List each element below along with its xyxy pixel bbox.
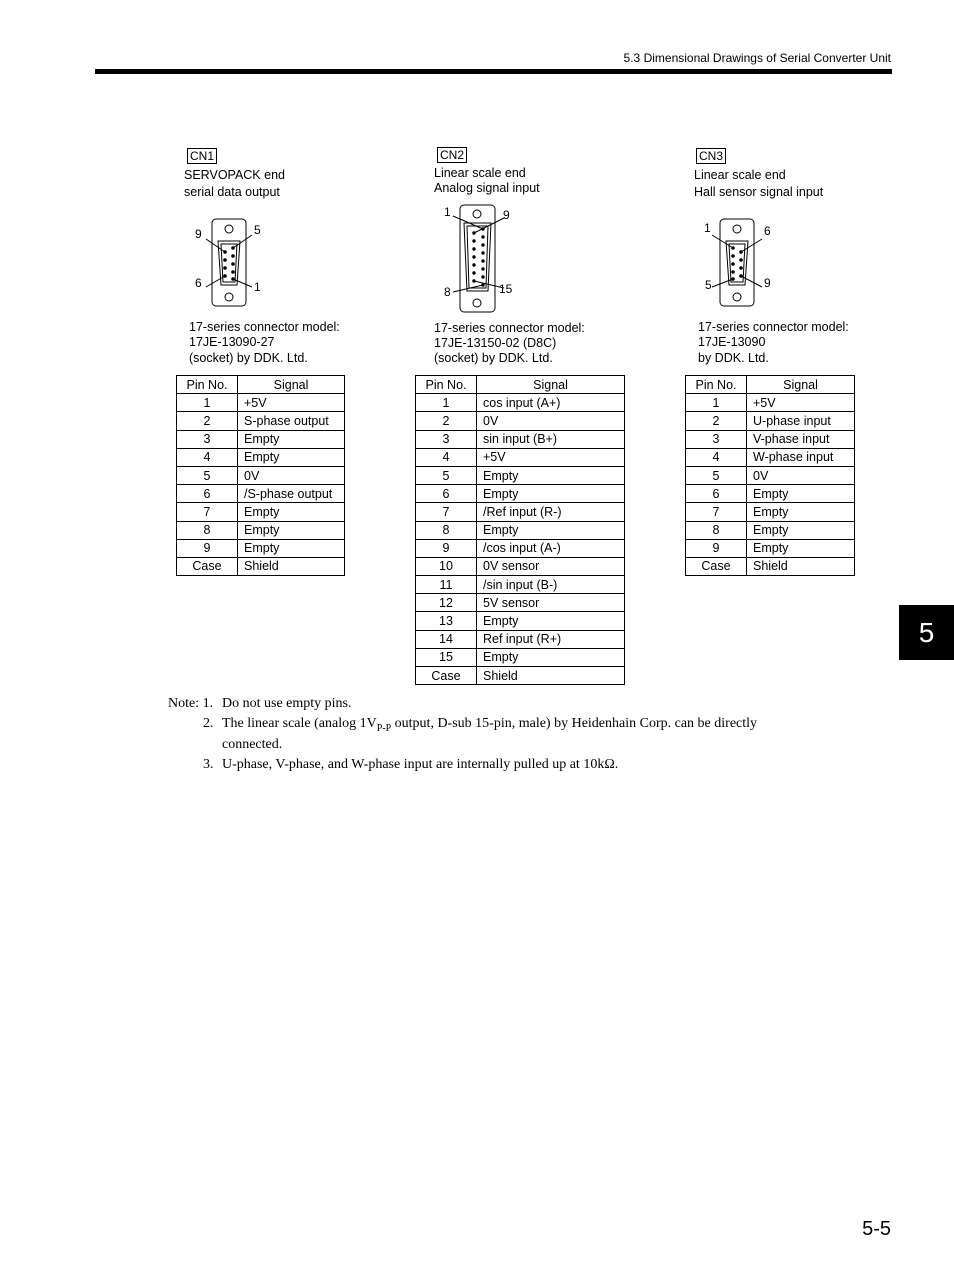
- table-row: [686, 430, 855, 448]
- header-cell: Pin No.: [177, 376, 238, 394]
- pin-cell: 6: [177, 485, 238, 503]
- table-row: [416, 521, 625, 539]
- cn1-desc-line2: serial data output: [184, 185, 280, 199]
- cn2-pin-table: [415, 375, 625, 685]
- pin-cell: 2: [686, 412, 747, 430]
- cn2-desc-line2: Analog signal input: [434, 181, 540, 195]
- note-2-part-b: output, D-sub 15-pin, male) by Heidenhain Corp. can be directly: [391, 716, 758, 731]
- cn1-label: CN1: [187, 148, 217, 164]
- pin-cell: 4: [416, 448, 477, 466]
- signal-cell: Empty: [238, 430, 345, 448]
- signal-cell: Empty: [477, 612, 625, 630]
- page-number: 5-5: [862, 1218, 891, 1240]
- pin-cell: 14: [416, 630, 477, 648]
- table-row: [416, 594, 625, 612]
- signal-cell: Empty: [477, 521, 625, 539]
- cn2-pin-label: 15: [499, 282, 513, 296]
- pin-cell: Case: [686, 557, 747, 575]
- cn1-desc-line1: SERVOPACK end: [184, 168, 285, 182]
- table-row: [686, 557, 855, 575]
- table-row: [416, 630, 625, 648]
- cn1-pin-label: 5: [254, 223, 261, 237]
- pin-cell: 1: [177, 394, 238, 412]
- cn1-pin-label: 9: [195, 227, 202, 241]
- pin-cell: 2: [177, 412, 238, 430]
- pin-cell: 12: [416, 594, 477, 612]
- signal-cell: 0V: [747, 466, 855, 484]
- pin-cell: 11: [416, 576, 477, 594]
- table-row: [686, 412, 855, 430]
- cn3-pin-table: [685, 375, 855, 576]
- pin-cell: 4: [177, 448, 238, 466]
- cn1-pin-label: 1: [254, 280, 261, 294]
- table-row: [416, 394, 625, 412]
- note-2: [222, 716, 757, 734]
- note-3: U-phase, V-phase, and W-phase input are internally pulled up at 10kΩ.: [222, 757, 619, 772]
- note-2-number: 2.: [203, 716, 214, 731]
- signal-cell: W-phase input: [747, 448, 855, 466]
- pin-cell: 1: [686, 394, 747, 412]
- pin-cell: 4: [686, 448, 747, 466]
- table-row: [177, 539, 345, 557]
- cn2-pin-label: 9: [503, 208, 510, 222]
- section-header: 5.3 Dimensional Drawings of Serial Converter Unit: [623, 51, 891, 65]
- header-cell: Pin No.: [416, 376, 477, 394]
- pin-cell: 8: [686, 521, 747, 539]
- table-row: [686, 503, 855, 521]
- signal-cell: 0V: [238, 466, 345, 484]
- signal-cell: cos input (A+): [477, 394, 625, 412]
- table-row: [177, 412, 345, 430]
- cn3-pin-label: 9: [764, 276, 771, 290]
- chapter-tab: 5: [899, 605, 954, 660]
- table-row: [416, 485, 625, 503]
- cn1-pin-label: 6: [195, 276, 202, 290]
- signal-cell: Shield: [477, 667, 625, 685]
- pin-cell: 8: [416, 521, 477, 539]
- cn3-label: CN3: [696, 148, 726, 164]
- table-row: [177, 557, 345, 575]
- table-row: [686, 539, 855, 557]
- cn1-pin-table: [176, 375, 345, 576]
- table-row: [177, 394, 345, 412]
- signal-cell: /cos input (A-): [477, 539, 625, 557]
- pin-cell: 3: [416, 430, 477, 448]
- cn1-model-line3: (socket) by DDK. Ltd.: [189, 351, 308, 365]
- signal-cell: Empty: [747, 485, 855, 503]
- pin-cell: 1: [416, 394, 477, 412]
- cn2-model-line1: 17-series connector model:: [434, 321, 585, 335]
- signal-cell: U-phase input: [747, 412, 855, 430]
- cn2-pin-label: 1: [444, 205, 451, 219]
- signal-cell: /S-phase output: [238, 485, 345, 503]
- table-row: [177, 521, 345, 539]
- table-row: [416, 557, 625, 575]
- signal-cell: S-phase output: [238, 412, 345, 430]
- pin-cell: Case: [177, 557, 238, 575]
- signal-cell: 0V sensor: [477, 557, 625, 575]
- table-row: [177, 485, 345, 503]
- cn2-model-line3: (socket) by DDK. Ltd.: [434, 351, 553, 365]
- table-row: [416, 430, 625, 448]
- note-prefix: Note: 1.: [168, 696, 214, 711]
- pin-cell: 7: [686, 503, 747, 521]
- signal-cell: Empty: [747, 539, 855, 557]
- cn3-connector-drawing: [708, 215, 768, 310]
- pin-cell: 5: [177, 466, 238, 484]
- note-2-subscript: P-P: [376, 722, 392, 734]
- signal-cell: Empty: [477, 466, 625, 484]
- pin-cell: 6: [686, 485, 747, 503]
- cn3-desc-line2: Hall sensor signal input: [694, 185, 824, 199]
- table-row: [416, 648, 625, 666]
- cn1-model-line2: 17JE-13090-27: [189, 335, 275, 349]
- table-header-row: [416, 376, 625, 394]
- table-row: [177, 466, 345, 484]
- table-row: [416, 576, 625, 594]
- table-row: [416, 539, 625, 557]
- signal-cell: 0V: [477, 412, 625, 430]
- pin-cell: 7: [416, 503, 477, 521]
- signal-cell: Ref input (R+): [477, 630, 625, 648]
- pin-cell: 13: [416, 612, 477, 630]
- table-row: [177, 448, 345, 466]
- signal-cell: /sin input (B-): [477, 576, 625, 594]
- table-row: [416, 503, 625, 521]
- table-row: [686, 521, 855, 539]
- pin-cell: 2: [416, 412, 477, 430]
- signal-cell: Empty: [238, 521, 345, 539]
- signal-cell: Empty: [747, 521, 855, 539]
- cn2-desc-line1: Linear scale end: [434, 166, 526, 180]
- table-row: [686, 394, 855, 412]
- table-row: [416, 612, 625, 630]
- cn3-model-line2: 17JE-13090: [698, 335, 766, 349]
- header-cell: Signal: [477, 376, 625, 394]
- note-2-continuation: connected.: [222, 737, 283, 752]
- pin-cell: 5: [686, 466, 747, 484]
- note-2-part-a: The linear scale (analog 1V: [222, 716, 377, 731]
- signal-cell: Shield: [747, 557, 855, 575]
- pin-cell: 9: [177, 539, 238, 557]
- signal-cell: Shield: [238, 557, 345, 575]
- table-row: [177, 430, 345, 448]
- cn3-pin-label: 6: [764, 224, 771, 238]
- header-cell: Signal: [747, 376, 855, 394]
- table-row: [416, 448, 625, 466]
- cn2-model-line2: 17JE-13150-02 (D8C): [434, 336, 557, 350]
- cn3-pin-label: 5: [705, 278, 712, 292]
- cn1-model-line1: 17-series connector model:: [189, 320, 340, 334]
- table-row: [686, 448, 855, 466]
- pin-cell: Case: [416, 667, 477, 685]
- header-cell: Pin No.: [686, 376, 747, 394]
- signal-cell: +5V: [477, 448, 625, 466]
- pin-cell: 5: [416, 466, 477, 484]
- signal-cell: /Ref input (R-): [477, 503, 625, 521]
- pin-cell: 8: [177, 521, 238, 539]
- pin-cell: 3: [177, 430, 238, 448]
- signal-cell: Empty: [477, 648, 625, 666]
- cn3-model-line3: by DDK. Ltd.: [698, 351, 769, 365]
- note-3-number: 3.: [203, 757, 214, 772]
- cn2-label: CN2: [437, 147, 467, 163]
- cn3-desc-line1: Linear scale end: [694, 168, 786, 182]
- table-row: [416, 466, 625, 484]
- signal-cell: Empty: [238, 539, 345, 557]
- header-rule: [95, 69, 892, 74]
- pin-cell: 9: [686, 539, 747, 557]
- cn3-pin-label: 1: [704, 221, 711, 235]
- signal-cell: 5V sensor: [477, 594, 625, 612]
- signal-cell: +5V: [747, 394, 855, 412]
- table-row: [686, 485, 855, 503]
- pin-cell: 6: [416, 485, 477, 503]
- signal-cell: Empty: [238, 448, 345, 466]
- pin-cell: 15: [416, 648, 477, 666]
- signal-cell: Empty: [238, 503, 345, 521]
- table-header-row: [686, 376, 855, 394]
- table-row: [177, 503, 345, 521]
- signal-cell: V-phase input: [747, 430, 855, 448]
- pin-cell: 9: [416, 539, 477, 557]
- cn2-pin-label: 8: [444, 285, 451, 299]
- table-header-row: [177, 376, 345, 394]
- signal-cell: sin input (B+): [477, 430, 625, 448]
- signal-cell: Empty: [747, 503, 855, 521]
- table-row: [416, 412, 625, 430]
- table-row: [686, 466, 855, 484]
- cn1-connector-drawing: [200, 215, 260, 310]
- header-cell: Signal: [238, 376, 345, 394]
- cn3-model-line1: 17-series connector model:: [698, 320, 849, 334]
- table-row: [416, 667, 625, 685]
- pin-cell: 7: [177, 503, 238, 521]
- pin-cell: 3: [686, 430, 747, 448]
- signal-cell: Empty: [477, 485, 625, 503]
- pin-cell: 10: [416, 557, 477, 575]
- signal-cell: +5V: [238, 394, 345, 412]
- note-1: Do not use empty pins.: [222, 696, 352, 711]
